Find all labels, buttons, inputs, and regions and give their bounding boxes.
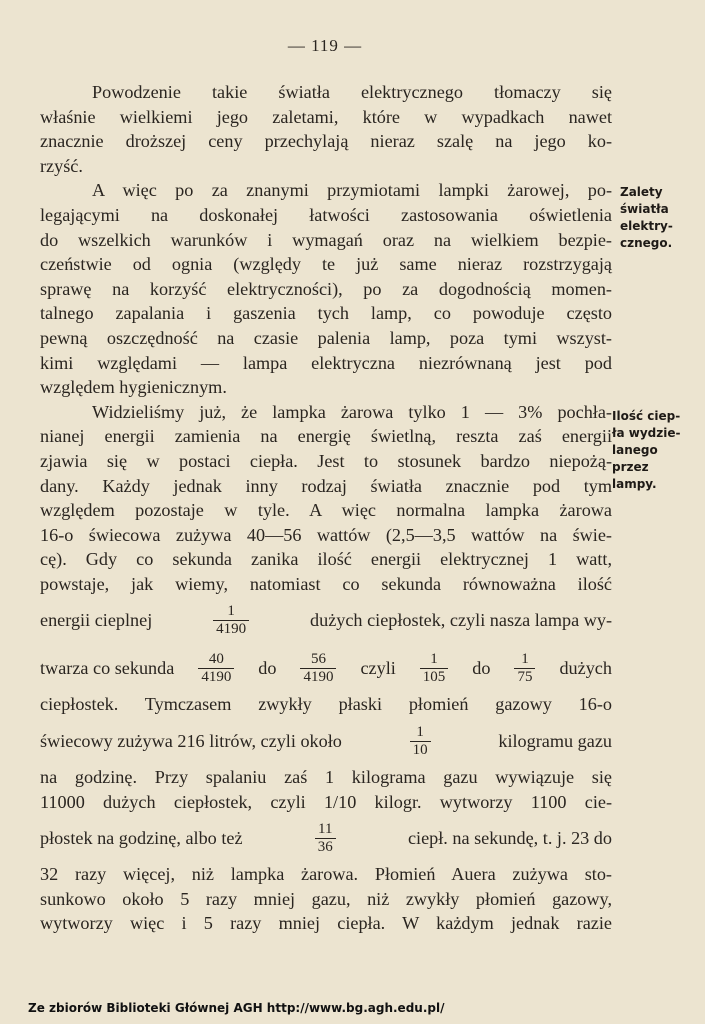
fraction-numerator: 1 xyxy=(430,650,438,667)
fraction-denominator: 4190 xyxy=(198,668,234,686)
math-text: czyli xyxy=(360,658,396,679)
text-line: dany. Każdy jednak inny rodzaj światła znacznie pod tym xyxy=(40,475,612,496)
text-line: wytworzy więc i 5 razy mniej ciepła. W każdym jednak razie xyxy=(40,913,612,934)
math-text: ciepł. na sekundę, t. j. 23 do xyxy=(407,827,612,848)
margin-note-line: przez xyxy=(612,460,649,474)
fraction-denominator: 4190 xyxy=(300,668,336,686)
margin-note-zalety xyxy=(620,184,705,252)
math-line xyxy=(40,814,612,862)
math-text: kilogramu gazu xyxy=(498,730,612,751)
fraction xyxy=(315,821,336,856)
fraction-denominator: 4190 xyxy=(213,620,249,638)
math-line xyxy=(40,644,612,692)
fraction xyxy=(300,651,336,686)
text-line: względem hygienicznym. xyxy=(40,377,227,398)
math-text: twarza co sekunda xyxy=(40,658,175,679)
math-line xyxy=(40,596,612,644)
fraction xyxy=(410,724,431,759)
fraction-denominator: 36 xyxy=(315,838,336,856)
math-text: do xyxy=(258,658,277,679)
math-text: do xyxy=(472,658,491,679)
text-line: na godzinę. Przy spalaniu zaś 1 kilograma gazu wywiązuje się xyxy=(40,767,612,788)
text-line: znacznie droższej ceny przechylają nieraz szalę na jego ko- xyxy=(40,131,612,152)
math-text: energii cieplnej xyxy=(40,610,153,631)
text-line: 32 razy więcej, niż lampka żarowa. Płomień Auera zużywa sto- xyxy=(40,864,612,885)
text-line: ciepłostek. Tymczasem zwykły płaski płomień gazowy 16-o xyxy=(40,694,612,715)
margin-note-line: lampy. xyxy=(612,477,657,491)
margin-note-ilosc-ciepla xyxy=(612,408,697,493)
text-line: pewną oszczędność na czasie palenia lamp, poza tymi wszyst- xyxy=(40,327,612,348)
margin-note-line: Ilość ciep- xyxy=(612,409,681,423)
text-line: zjawia się w postaci ciepła. Jest to stosunek bardzo niepożą- xyxy=(40,450,612,471)
fraction xyxy=(198,651,234,686)
margin-note-line: lanego xyxy=(612,443,658,457)
text-line: nianej energii zamienia na energię świetlną, reszta zaś energii xyxy=(40,426,612,447)
fraction xyxy=(213,603,249,638)
margin-note-line: cznego. xyxy=(620,236,673,250)
margin-note-line: elektry- xyxy=(620,219,673,233)
margin-note-line: Zalety xyxy=(620,185,663,199)
math-text: dużych ciepłostek, czyli nasza lampa wy- xyxy=(310,610,612,631)
text-line: sunkowo około 5 razy mniej gazu, niż zwykły płomień gazowy, xyxy=(40,888,612,909)
fraction-numerator: 1 xyxy=(521,650,529,667)
text-line: względem pozostaje w tyle. A więc normalna lampka żarowa xyxy=(40,500,612,521)
text-line: legającymi na doskonałej łatwości zastosowania oświetlenia xyxy=(40,204,612,225)
text-line: Widzieliśmy już, że lampka żarowa tylko 1 — 3% pochła- xyxy=(92,401,612,422)
text-line: sprawę na korzyść elektryczności), po za dogodnością momen- xyxy=(40,278,612,299)
fraction-numerator: 1 xyxy=(416,723,424,740)
fraction-numerator: 40 xyxy=(208,650,224,667)
math-text: płostek na godzinę, albo też xyxy=(40,827,243,848)
body-text xyxy=(40,80,612,936)
fraction-numerator: 11 xyxy=(318,820,333,837)
text-line: cę). Gdy co sekunda zanika ilość energii elektrycznej 1 watt, xyxy=(40,549,612,570)
text-line: Powodzenie takie światła elektrycznego tłomaczy się xyxy=(92,82,612,102)
margin-note-line: ła wydzie- xyxy=(612,426,681,440)
text-line: czeństwie od ognia (względy te już same nieraz rozstrzygają xyxy=(40,254,612,275)
fraction xyxy=(420,651,449,686)
fraction xyxy=(514,651,535,686)
math-text: dużych xyxy=(559,658,612,679)
text-line: powstaje, jak wiemy, natomiast co sekunda równoważna ilość xyxy=(40,573,612,594)
text-line: 11000 dużych ciepłostek, czyli 1/10 kilogr. wytworzy 1100 cie- xyxy=(40,791,612,812)
text-line: rzyść. xyxy=(40,155,83,176)
text-line: kimi względami — lampa elektryczna niezrównaną jest pod xyxy=(40,352,612,373)
page-number: — 119 — xyxy=(287,36,363,55)
text-line: do wszelkich warunków i wymagań oraz na wielkiem bezpie- xyxy=(40,229,612,250)
text-line: właśnie wielkiemi jego zaletami, które w wypadkach nawet xyxy=(40,106,612,127)
fraction-denominator: 10 xyxy=(410,741,431,759)
text-line: 16-o świecowa zużywa 40—56 wattów (2,5—3,5 wattów na świe- xyxy=(40,524,612,545)
math-line xyxy=(40,717,612,765)
margin-note-line: światła xyxy=(620,202,669,216)
fraction-denominator: 75 xyxy=(514,668,535,686)
fraction-numerator: 1 xyxy=(227,602,235,619)
fraction-denominator: 105 xyxy=(420,668,449,686)
text-line: A więc po za znanymi przymiotami lampki żarowej, po- xyxy=(92,180,612,201)
fraction-numerator: 56 xyxy=(310,650,326,667)
text-line: talnego zapalania i gaszenia tych lamp, co powoduje często xyxy=(40,303,612,324)
footer-attribution: Ze zbiorów Biblioteki Głównej AGH http://www.bg.agh.edu.pl/ xyxy=(28,1001,445,1015)
math-text: świecowy zużywa 216 litrów, czyli około xyxy=(40,730,342,751)
